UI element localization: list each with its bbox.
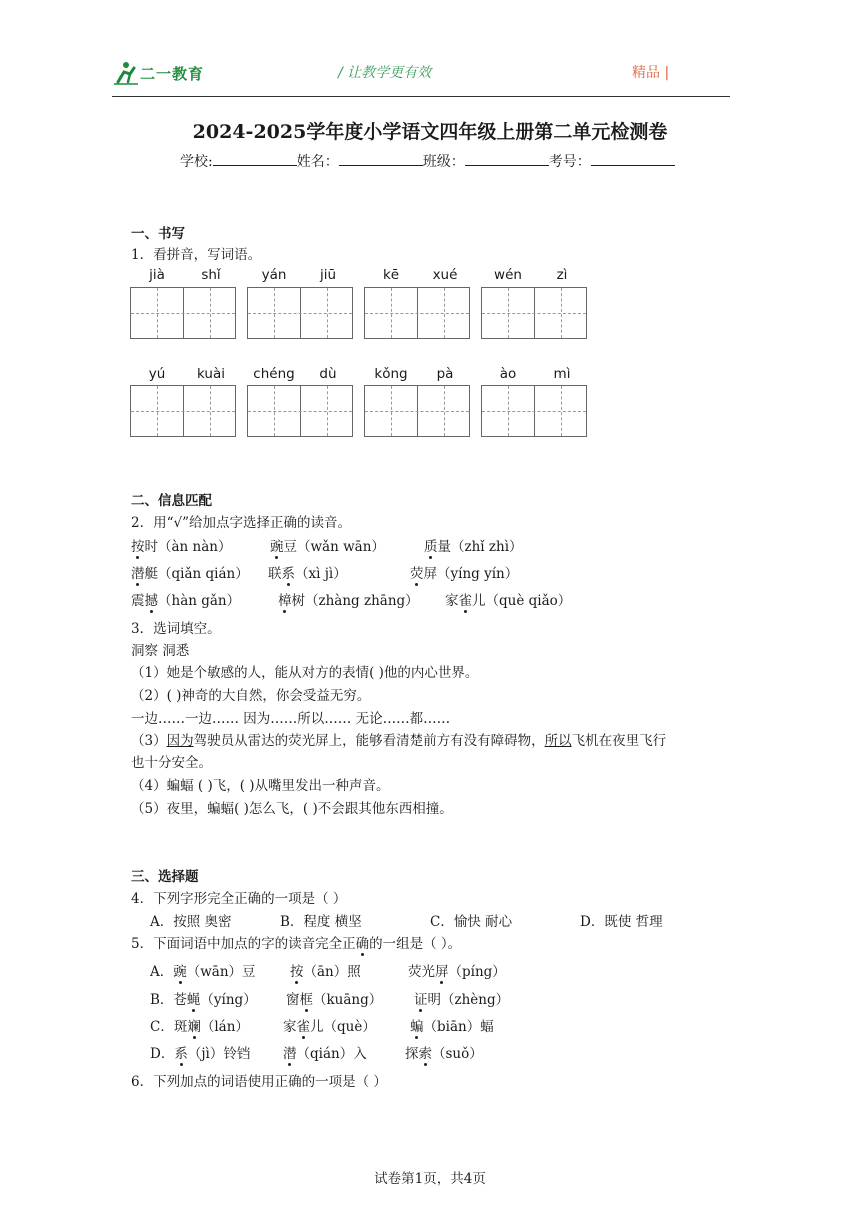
option-b-word: 窗框（kuāng） — [286, 988, 382, 1008]
pinyin: kǒng — [374, 366, 408, 382]
option-a[interactable]: A．按照 奥密 — [150, 914, 232, 930]
option-a[interactable]: A．豌（wān）豆 — [150, 960, 256, 980]
class-label: 班级： — [422, 154, 465, 170]
question-6: 6．下列加点的词语使用正确的一项是（ ） — [131, 1074, 387, 1090]
pinyin: kē — [382, 267, 400, 283]
option-c-word: 家雀儿（què） — [283, 1015, 376, 1035]
fill-sentence-4[interactable]: （4）蝙蝠 ( )飞，( )从嘴里发出一种声音。 — [131, 778, 390, 794]
writing-grid-box[interactable] — [130, 287, 236, 339]
option-b-word: 证明（zhèng） — [414, 988, 509, 1008]
pinyin: kuài — [197, 366, 225, 382]
name-label: 姓名： — [296, 154, 339, 170]
exam-no-label: 考号： — [548, 154, 591, 170]
pronunciation-item[interactable]: 豌豆（wǎn wān） — [270, 535, 385, 555]
pinyin: zì — [556, 267, 568, 283]
option-a-word: 按（ān）照 — [290, 960, 361, 980]
pronunciation-item[interactable]: 按时（àn nàn） — [131, 535, 231, 555]
writing-grid-box[interactable] — [247, 287, 353, 339]
option-b[interactable]: B．苍蝇（yíng） — [150, 988, 257, 1008]
option-d-word: 潜（qián）入 — [283, 1042, 367, 1062]
exam-no-blank[interactable] — [591, 151, 675, 166]
fill-sentence-3-cont: 也十分安全。 — [131, 755, 212, 771]
pronunciation-item[interactable]: 潜艇（qiǎn qián） — [131, 562, 249, 582]
option-d-word: 探索（suǒ） — [405, 1042, 483, 1062]
section-heading: 三、选择题 — [131, 869, 199, 885]
section-heading: 一、书写 — [131, 226, 185, 242]
pronunciation-item[interactable]: 荧屏（yíng yín） — [410, 562, 518, 582]
pinyin: wén — [494, 267, 522, 283]
pinyin: yán — [261, 267, 287, 283]
option-c[interactable]: C．斑斓（lán） — [150, 1015, 249, 1035]
pinyin: yú — [148, 366, 166, 382]
writing-grid-box[interactable] — [481, 385, 587, 437]
school-label: 学校: — [180, 154, 213, 170]
pronunciation-item[interactable]: 质量（zhǐ zhì） — [424, 535, 523, 555]
writing-grid-box[interactable] — [364, 287, 470, 339]
header-tagline: / 让教学更有效 — [338, 65, 432, 81]
fill-sentence-2[interactable]: （2）( )神奇的大自然，你会受益无穷。 — [131, 688, 371, 704]
logo-text: 二一教育 — [140, 65, 205, 83]
question-3: 3．选词填空。 — [131, 621, 221, 637]
question-2: 2．用“√”给加点字选择正确的读音。 — [131, 515, 351, 531]
pinyin: chéng — [253, 366, 295, 382]
option-b[interactable]: B．程度 横坚 — [280, 914, 362, 930]
pronunciation-item[interactable]: 联系（xì jì） — [268, 562, 347, 582]
pinyin: shǐ — [201, 267, 221, 283]
option-a-word: 荧光屏（píng） — [408, 960, 506, 980]
pinyin: ào — [499, 366, 517, 382]
pronunciation-item[interactable]: 震撼（hàn gǎn） — [131, 589, 240, 609]
question-5: 5．下面词语中加点的字的读音完全正确的一组是（ ）。 — [131, 932, 461, 952]
option-d[interactable]: D．系（jì）铃铛 — [150, 1042, 250, 1062]
writing-grid-box[interactable] — [247, 385, 353, 437]
header-divider — [112, 96, 730, 97]
writing-grid-box[interactable] — [130, 385, 236, 437]
option-c[interactable]: C．愉快 耐心 — [430, 914, 513, 930]
conjunction-choices: 一边……一边…… 因为……所以…… 无论……都…… — [131, 711, 451, 727]
pinyin: dù — [319, 366, 337, 382]
writing-grid-box[interactable] — [481, 287, 587, 339]
fill-sentence-5[interactable]: （5）夜里，蝙蝠( )怎么飞，( )不会跟其他东西相撞。 — [131, 801, 453, 817]
pinyin: mì — [553, 366, 571, 382]
pinyin: jiū — [319, 267, 337, 283]
writing-grid-box[interactable] — [364, 385, 470, 437]
page-footer: 试卷第1页，共4页 — [374, 1171, 486, 1187]
name-blank[interactable] — [339, 151, 423, 166]
header-badge: 精品 | — [632, 65, 670, 81]
option-d[interactable]: D．既使 哲理 — [580, 914, 663, 930]
pinyin: jià — [149, 267, 165, 283]
class-blank[interactable] — [465, 151, 549, 166]
question-4: 4．下列字形完全正确的一项是（ ） — [131, 891, 347, 907]
pinyin: xué — [432, 267, 458, 283]
word-choices: 洞察 洞悉 — [131, 643, 190, 659]
question-1: 1．看拼音，写词语。 — [131, 247, 262, 263]
fill-sentence-1[interactable]: （1）她是个敏感的人，能从对方的表情( )他的内心世界。 — [131, 665, 479, 681]
pronunciation-item[interactable]: 樟树（zhàng zhāng） — [278, 589, 419, 609]
pronunciation-item[interactable]: 家雀儿（què qiǎo） — [445, 589, 571, 609]
section-heading: 二、信息匹配 — [131, 493, 212, 509]
pinyin: pà — [436, 366, 454, 382]
option-c-word: 蝙（biān）蝠 — [410, 1015, 494, 1035]
school-blank[interactable] — [213, 151, 297, 166]
fill-sentence-3: （3）因为驾驶员从雷达的荧光屏上，能够看清楚前方有没有障碍物，所以飞机在夜里飞行 — [131, 733, 667, 749]
student-info-line — [180, 151, 675, 171]
page-title: 2024-2025学年度小学语文四年级上册第二单元检测卷 — [192, 121, 668, 143]
